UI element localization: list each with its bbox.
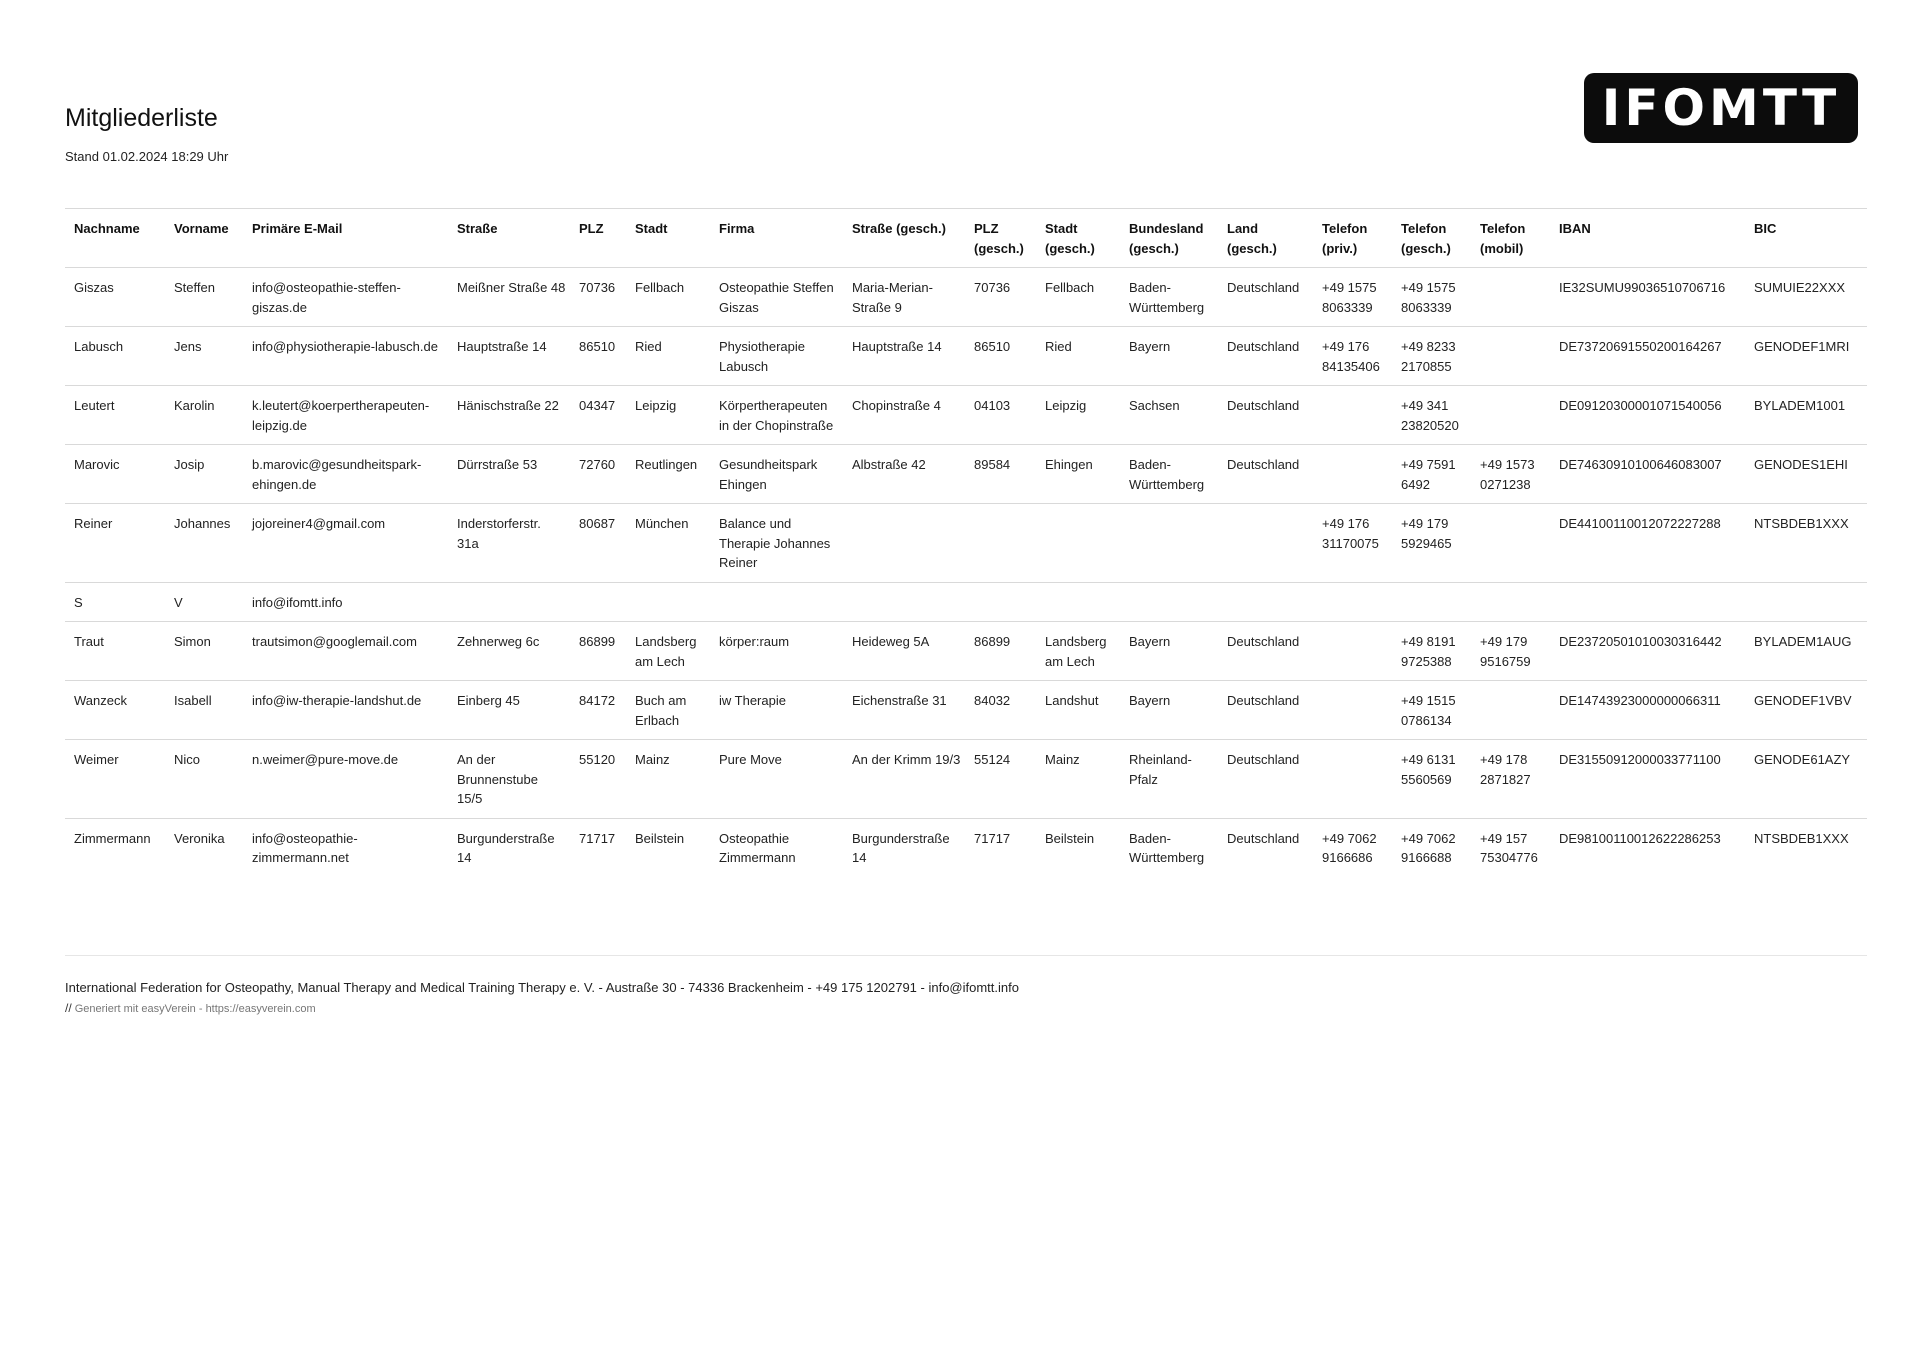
table-cell: Steffen [165,268,243,327]
table-cell: Weimer [65,740,165,819]
table-row [65,818,1867,877]
column-header: BIC [1745,209,1867,268]
table-cell: körper:raum [710,622,843,681]
table-cell [448,582,570,622]
table-cell: Körpertherapeuten in der Chopinstraße [710,386,843,445]
table-cell: Hauptstraße 14 [448,327,570,386]
table-cell: 80687 [570,504,626,583]
table-row [65,681,1867,740]
table-cell: DE14743923000000066311 [1550,681,1745,740]
table-cell: SUMUIE22XXX [1745,268,1867,327]
table-cell: +49 8191 9725388 [1392,622,1471,681]
table-cell: Gesundheitspark Ehingen [710,445,843,504]
column-header: Stadt (gesch.) [1036,209,1120,268]
table-cell: trautsimon@googlemail.com [243,622,448,681]
table-cell: 89584 [965,445,1036,504]
table-cell: Marovic [65,445,165,504]
table-cell: +49 7062 9166688 [1401,830,1456,865]
table-cell: +49 176 31170075 [1313,504,1392,583]
table-cell: 55120 [570,740,626,819]
table-cell: Reutlingen [626,445,710,504]
table-cell [1313,582,1392,622]
table-cell: +49 1515 0786134 [1392,681,1471,740]
table-cell: info@physiotherapie-labusch.de [243,327,448,386]
table-cell: +49 8233 2170855 [1392,327,1471,386]
table-cell [1392,582,1471,622]
table-cell: DE98100110012622286253 [1559,830,1721,846]
table-cell: NTSBDEB1XXX [1745,504,1867,583]
table-row [65,622,1867,681]
table-cell: NTSBDEB1XXX [1754,830,1849,846]
table-cell: An der Brunnenstube 15/5 [448,740,570,819]
table-cell: Pure Move [710,740,843,819]
table-cell: Josip [165,445,243,504]
table-cell: Ried [626,327,710,386]
table-cell: Heideweg 5A [843,622,965,681]
page-subtitle: Stand 01.02.2024 18:29 Uhr [65,149,229,164]
table-cell: jojoreiner4@gmail.com [243,504,448,583]
table-cell [626,582,710,622]
table-row [65,504,1867,583]
table-cell [1471,582,1550,622]
table-cell: DE23720501010030316442 [1550,622,1745,681]
table-cell: Rheinland-Pfalz [1120,740,1218,819]
table-cell: Simon [165,622,243,681]
table-cell [570,582,626,622]
table-cell: Hänischstraße 22 [448,386,570,445]
table-cell: Deutschland [1218,268,1313,327]
table-row [65,445,1867,504]
table-cell: Burgunderstraße 14 [852,830,950,865]
logo-text: IFOMTT [1601,79,1841,137]
table-cell: Deutschland [1227,830,1300,846]
table-cell: Veronika [174,830,225,846]
table-cell: Hauptstraße 14 [843,327,965,386]
table-cell: DE74630910100646083007 [1550,445,1745,504]
table-cell: Baden-Württemberg [1120,268,1218,327]
table-cell [843,582,965,622]
table-cell: 84172 [570,681,626,740]
table-cell: Baden-Württemberg [1120,445,1218,504]
table-row [65,327,1867,386]
column-header: Telefon (priv.) [1313,209,1392,268]
table-cell [1550,582,1745,622]
table-cell: Johannes [165,504,243,583]
table-row [65,582,1867,622]
table-cell [965,582,1036,622]
table-cell: S [65,582,165,622]
table-row [65,268,1867,327]
table-cell: 71717 [974,830,1011,846]
table-cell: Bayern [1120,681,1218,740]
table-cell: Landshut [1036,681,1120,740]
column-header: Straße [448,209,570,268]
table-cell: 71717 [579,830,616,846]
table-cell: Maria-Merian-Straße 9 [843,268,965,327]
table-cell: Ehingen [1036,445,1120,504]
table-cell: Deutschland [1218,740,1313,819]
table-cell [1313,622,1392,681]
table-cell: +49 178 2871827 [1471,740,1550,819]
table-cell: Deutschland [1218,386,1313,445]
table-cell [843,504,965,583]
table-cell: Zehnerweg 6c [448,622,570,681]
table-cell: Osteopathie Steffen Giszas [710,268,843,327]
table-cell: An der Krimm 19/3 [843,740,965,819]
table-cell: info@iw-therapie-landshut.de [243,681,448,740]
table-cell: 84032 [965,681,1036,740]
table-body [65,268,1867,877]
table-cell: Baden-Württemberg [1129,830,1205,865]
table-cell [1471,504,1550,583]
table-cell: +49 1575 8063339 [1313,268,1392,327]
table-cell: +49 179 5929465 [1392,504,1471,583]
table-cell: 04103 [965,386,1036,445]
table-cell: Deutschland [1218,445,1313,504]
table-cell: b.marovic@gesundheitspark-ehingen.de [243,445,448,504]
table-cell: info@osteopathie-steffen-giszas.de [243,268,448,327]
table-cell: DE73720691550200164267 [1550,327,1745,386]
table-cell: Wanzeck [65,681,165,740]
table-cell: Deutschland [1218,327,1313,386]
table-cell: +49 157 75304776 [1480,830,1538,865]
table-cell: Landsberg am Lech [626,622,710,681]
table-cell [1218,504,1313,583]
table-cell: Fellbach [1036,268,1120,327]
table-cell: BYLADEM1AUG [1745,622,1867,681]
table-cell: 70736 [965,268,1036,327]
footer-divider [65,955,1867,956]
column-header: Telefon (mobil) [1471,209,1550,268]
table-cell [1471,327,1550,386]
column-header: IBAN [1550,209,1745,268]
table-cell: Osteopathie Zimmermann [719,830,796,865]
table-cell: DE09120300001071540056 [1550,386,1745,445]
table-cell: Bayern [1120,327,1218,386]
table-cell: Dürrstraße 53 [448,445,570,504]
table-cell: Deutschland [1218,681,1313,740]
column-header: Primäre E-Mail [243,209,448,268]
table-cell: 86899 [965,622,1036,681]
table-cell [1036,582,1120,622]
table-cell: Inderstorferstr. 31a [448,504,570,583]
table-cell: +49 7062 9166686 [1322,830,1377,865]
table-cell [1313,386,1392,445]
column-header: Land (gesch.) [1218,209,1313,268]
column-header: Firma [710,209,843,268]
table-cell: IE32SUMU99036510706716 [1550,268,1745,327]
page-title: Mitgliederliste [65,104,218,132]
table-cell: 72760 [570,445,626,504]
table-cell [1471,268,1550,327]
column-header: PLZ [570,209,626,268]
table-cell: +49 6131 5560569 [1392,740,1471,819]
table-cell [1471,681,1550,740]
table-cell: +49 341 23820520 [1392,386,1471,445]
table-cell: Beilstein [1045,830,1095,846]
column-header: PLZ (gesch.) [965,209,1036,268]
table-cell: Einberg 45 [448,681,570,740]
table-cell: V [165,582,243,622]
table-cell: Beilstein [635,830,685,846]
table-cell: GENODES1EHI [1745,445,1867,504]
table-cell: Giszas [65,268,165,327]
table-cell: Fellbach [626,268,710,327]
table-cell: +49 179 9516759 [1471,622,1550,681]
column-header: Stadt [626,209,710,268]
table-row [65,740,1867,819]
table-cell [710,582,843,622]
column-header: Straße (gesch.) [843,209,965,268]
table-cell: Physiotherapie Labusch [710,327,843,386]
table-cell [965,504,1036,583]
table-cell: Albstraße 42 [843,445,965,504]
table-cell: Balance und Therapie Johannes Reiner [710,504,843,583]
table-cell: Traut [65,622,165,681]
table-cell: 55124 [965,740,1036,819]
table-cell: Chopinstraße 4 [843,386,965,445]
table-cell: GENODEF1VBV [1745,681,1867,740]
table-cell: Mainz [1036,740,1120,819]
footer-organization: International Federation for Osteopathy, Manual Therapy and Medical Training Therapy e. V. - Austraße 30 - 74336 Brackenheim - +49 175 1202791 - info@ifomtt.info [65,980,1019,995]
member-table [65,208,1867,877]
table-cell: GENODE61AZY [1745,740,1867,819]
table-cell: Labusch [65,327,165,386]
table-cell: 86510 [965,327,1036,386]
table-cell: +49 176 84135406 [1313,327,1392,386]
column-header: Nachname [65,209,165,268]
table-cell: Jens [165,327,243,386]
generated-note [65,1001,316,1015]
table-cell: Ried [1036,327,1120,386]
table-cell: Mainz [626,740,710,819]
table-cell: k.leutert@koerpertherapeuten-leipzig.de [243,386,448,445]
table-cell: iw Therapie [710,681,843,740]
table-cell: info@osteopathie-zimmermann.net [252,830,358,865]
table-cell: +49 1573 0271238 [1471,445,1550,504]
table-cell [1120,504,1218,583]
table-cell: 86899 [570,622,626,681]
table-cell [1313,740,1392,819]
table-cell: Eichenstraße 31 [843,681,965,740]
table-cell [1313,445,1392,504]
table-cell: Leipzig [1036,386,1120,445]
table-cell: Sachsen [1120,386,1218,445]
table-cell: Nico [165,740,243,819]
table-cell: n.weimer@pure-move.de [243,740,448,819]
table-cell [1471,386,1550,445]
table-cell: Deutschland [1218,622,1313,681]
column-header: Vorname [165,209,243,268]
table-cell: +49 7591 6492 [1392,445,1471,504]
table-cell: 70736 [570,268,626,327]
table-cell: Karolin [165,386,243,445]
table-cell: Buch am Erlbach [626,681,710,740]
table-cell: DE31550912000033771100 [1550,740,1745,819]
table-cell: Isabell [165,681,243,740]
table-cell: Leutert [65,386,165,445]
ifomtt-logo [1584,73,1858,143]
table-cell [1120,582,1218,622]
table-header-row [65,209,1867,268]
column-header: Bundesland (gesch.) [1120,209,1218,268]
table-cell: Bayern [1120,622,1218,681]
table-cell: München [626,504,710,583]
table-cell: +49 1575 8063339 [1392,268,1471,327]
table-cell: GENODEF1MRI [1745,327,1867,386]
table-cell: 86510 [570,327,626,386]
table-cell: DE44100110012072227288 [1550,504,1745,583]
table-cell: Leipzig [626,386,710,445]
table-cell: BYLADEM1001 [1745,386,1867,445]
table-cell: 04347 [570,386,626,445]
generated-prefix: // [65,1001,72,1015]
column-header: Telefon (gesch.) [1392,209,1471,268]
table-cell: Zimmermann [74,830,151,846]
table-cell: Reiner [65,504,165,583]
table-cell [1313,681,1392,740]
table-cell: info@ifomtt.info [243,582,448,622]
table-cell: Meißner Straße 48 [448,268,570,327]
table-cell [1218,582,1313,622]
table-row [65,386,1867,445]
table-cell: Burgunderstraße 14 [457,830,555,865]
table-cell [1036,504,1120,583]
table-cell: Landsberg am Lech [1036,622,1120,681]
generated-text: Generiert mit easyVerein - https://easyverein.com [74,1003,316,1015]
table-cell [1745,582,1867,622]
